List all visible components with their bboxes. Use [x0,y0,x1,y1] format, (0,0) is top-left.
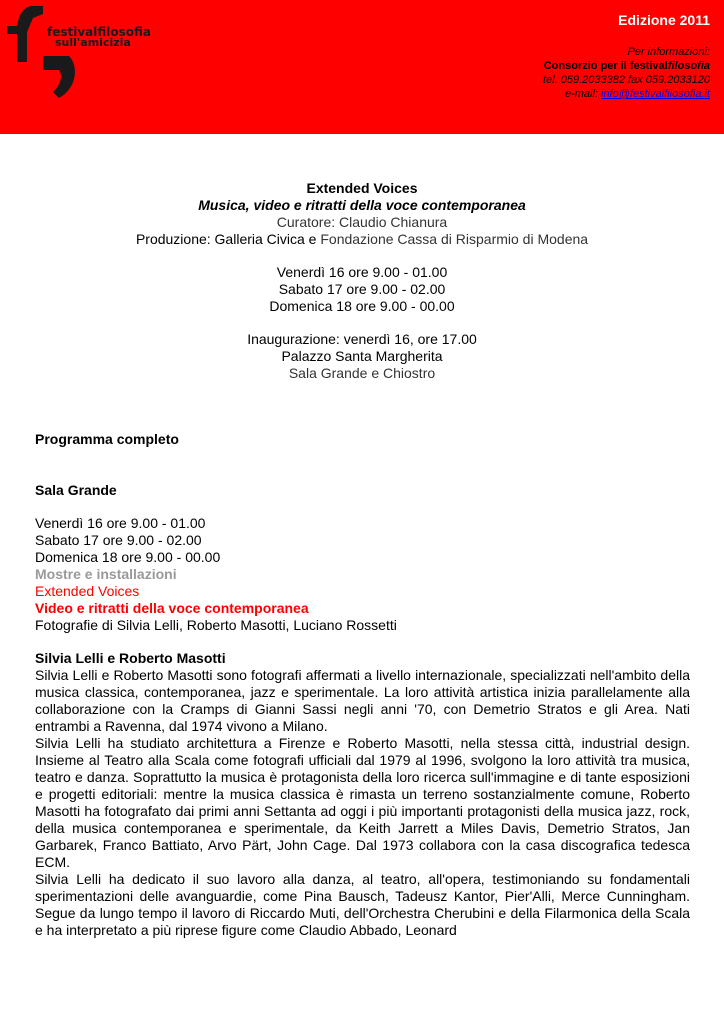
section-heading: Sala Grande [35,482,117,498]
bio-heading: Silvia Lelli e Roberto Masotti [35,650,226,666]
event-inauguration: Inaugurazione: venerdì 16, ore 17.00 [247,331,477,347]
program-exhibit-subtitle: Video e ritratti della voce contemporanea [35,600,309,616]
email-link[interactable]: info@festivalfilosofia.it [601,88,710,100]
program-photos: Fotografie di Silvia Lelli, Roberto Masotti, Luciano Rossetti [35,617,397,633]
info-label: Per informazioni: [627,46,710,58]
contact-info [543,45,710,101]
program-schedule-2: Domenica 18 ore 9.00 - 00.00 [35,549,221,565]
bio-paragraph: Silvia Lelli ha studiato architettura a Firenze e Roberto Masotti, nella stessa città, industrial design. Insieme al Teatro alla Scala come fotografi ufficiali dal 1979 al 1996, svolgono la loro attività tra musica, teatro e danza. Soprattutto la musica è protagonista della loro ricerca sull'immagine e di tante esposizioni e progetti editoriali: mentre la musica classica è rimasta un terreno sostanzialmente comune, Roberto Masotti ha fotografato dai primi anni Settanta ad oggi i più importanti protagonisti della musica jazz, rock, della musica contemporanea e sperimentale, da Keith Jarrett a Miles Davis, Demetrio Stratos, Jan Garbarek, Franco Battiato, Arvo Pärt, John Cage. Dal 1973 collabora con la casa discografica tedesca ECM. [35,735,690,870]
bio-text [35,667,690,939]
event-venue-rooms: Sala Grande e Chiostro [288,365,436,381]
info-phone: tel. 059.2033382 fax 059.2033120 [543,74,710,86]
info-email-line: e-mail: info@festivalfilosofia.it [564,88,710,100]
info-org: Consorzio per il festivalfilosofia [543,60,710,72]
bio-paragraph: Silvia Lelli ha dedicato il suo lavoro alla danza, al teatro, all'opera, testimoniando su fondamentali sperimentazioni delle avanguardie, come Pina Bausch, Tadeusz Kantor, Pier'Alli, Merce Cunningham. Segue da lungo tempo il lavoro di Riccardo Muti, dell'Orchestra Cherubini e della Filarmonica della Scala e ha interpretato a più riprese figure come Claudio Abbado, Leonard [35,871,690,938]
event-schedule-1: Sabato 17 ore 9.00 - 02.00 [278,281,446,297]
event-schedule-2: Domenica 18 ore 9.00 - 00.00 [269,298,455,314]
program-schedule-1: Sabato 17 ore 9.00 - 02.00 [35,532,202,548]
svg-text:sull'amicizia: sull'amicizia [55,36,131,49]
festival-logo [3,4,153,100]
event-venue: Palazzo Santa Margherita [281,348,443,364]
event-title: Extended Voices [306,180,418,196]
program-heading: Programma completo [35,431,179,447]
header-banner [0,0,724,134]
bio-paragraph: Silvia Lelli e Roberto Masotti sono fotografi affermati a livello internazionale, specializzati nell'ambito della musica classica, contemporanea, jazz e sperimentale. La loro attività artistica inizia parallelamente alla collaborazione con la Cramps di Gianni Sassi negli anni '70, con Demetrio Stratos e gli Area. Nati entrambi a Ravenna, dal 1974 vivono a Milano. [35,667,690,734]
program-exhibit: Extended Voices [35,583,140,599]
program-category: Mostre e installazioni [35,566,177,582]
event-curator: Curatore: Claudio Chianura [276,214,448,230]
event-production: Produzione: Galleria Civica e Fondazione Cassa di Risparmio di Modena [135,231,589,247]
svg-text:festivalfilosofia: festivalfilosofia [47,25,152,39]
program-schedule-0: Venerdì 16 ore 9.00 - 01.00 [35,515,206,531]
event-schedule-0: Venerdì 16 ore 9.00 - 01.00 [276,264,448,280]
edition-label: Edizione 2011 [618,12,710,28]
event-subtitle: Musica, video e ritratti della voce contemporanea [198,197,526,213]
